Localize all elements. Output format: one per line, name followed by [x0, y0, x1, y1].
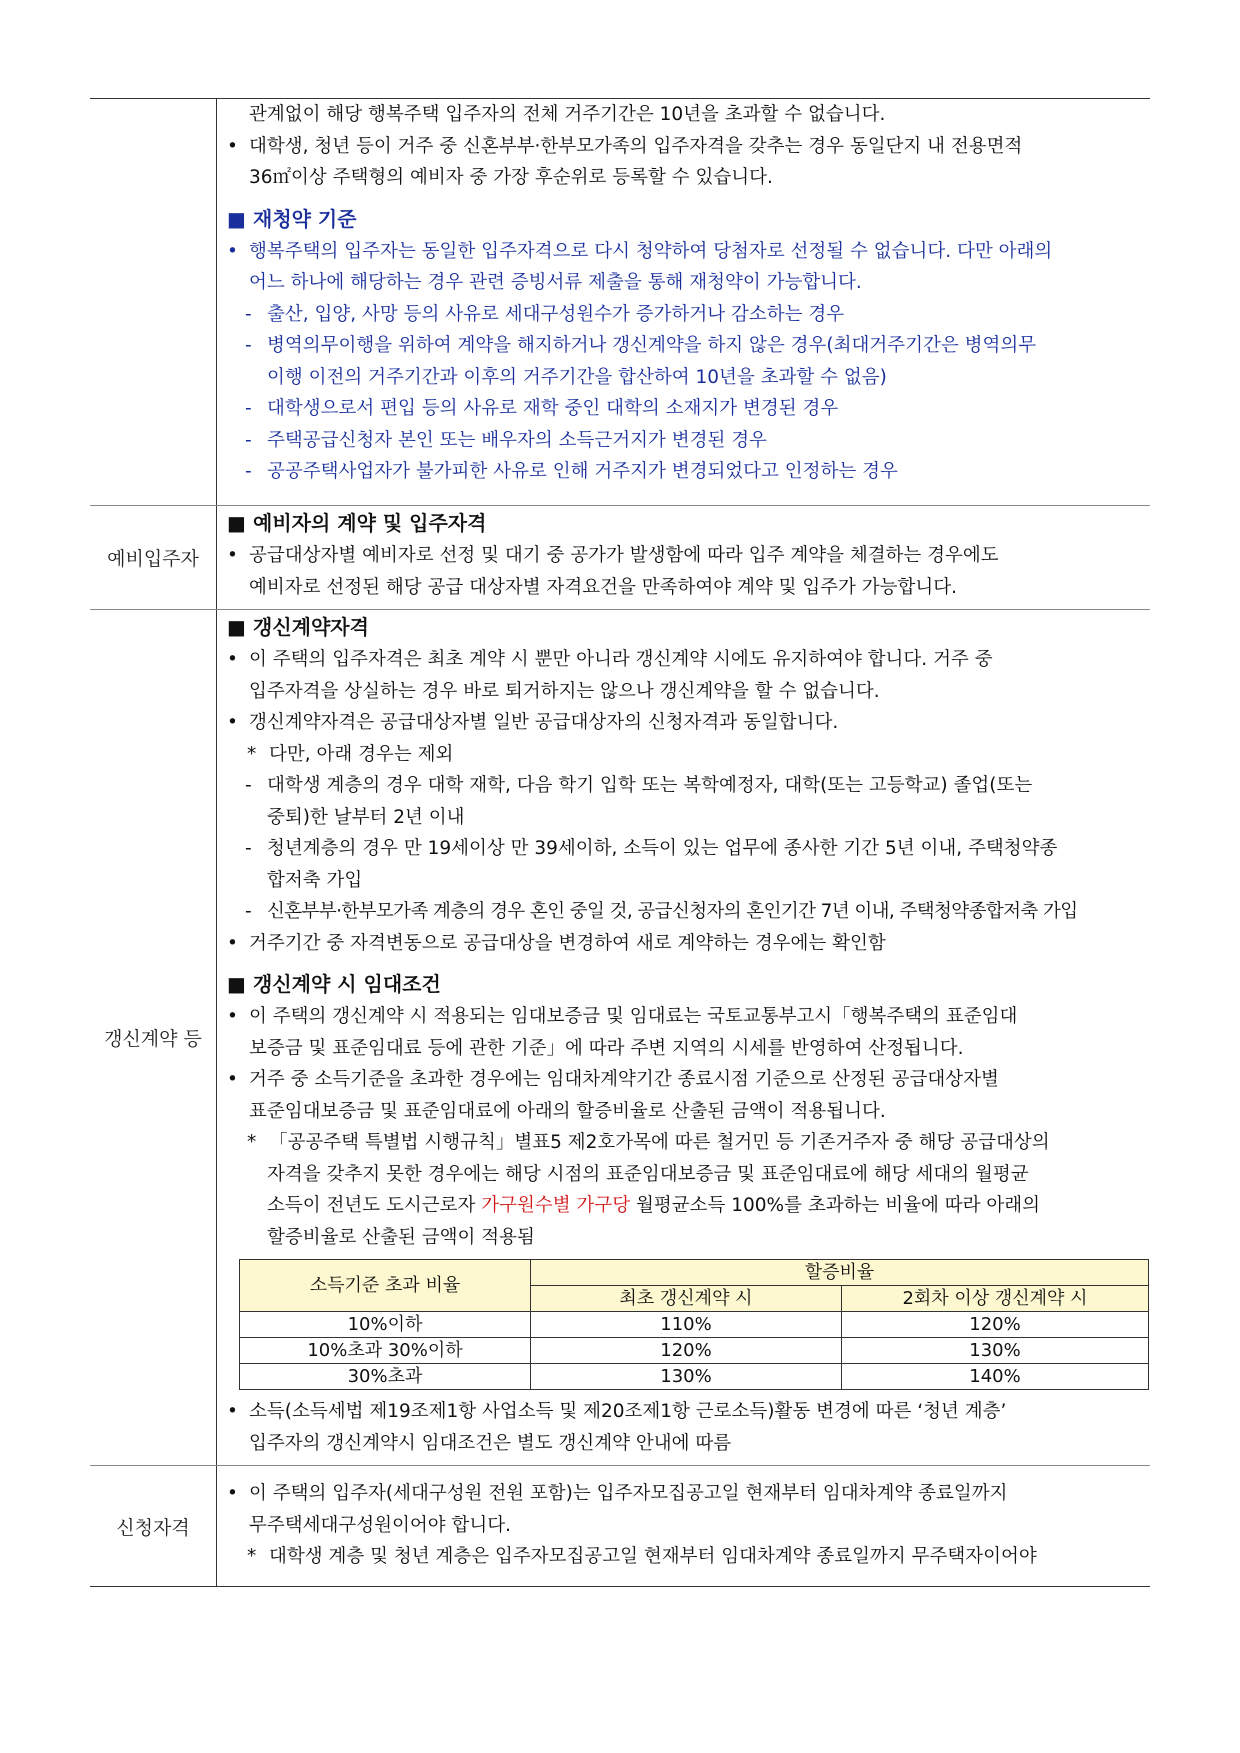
note-item: * 다만, 아래 경우는 제외	[227, 739, 1149, 771]
bullet-item: • 행복주택의 입주자는 동일한 입주자격으로 다시 청약하여 당첨자로 선정될 수 없습니다. 다만 아래의	[227, 236, 1144, 268]
table-row	[240, 1312, 1149, 1338]
bullet-item: • 갱신계약자격은 공급대상자별 일반 공급대상자의 신청자격과 동일합니다.	[227, 707, 1149, 739]
note-item: * 대학생 계층 및 청년 계층은 입주자모집공고일 현재부터 임대차계약 종료일까지 무주택자이어야	[227, 1541, 1144, 1573]
col-first-header: 최초 갱신계약 시	[531, 1286, 842, 1312]
bullet-item: • 소득(소득세법 제19조제1항 사업소득 및 제20조제1항 근로소득)활동 변경에 따른 ‘청년 계층’	[227, 1396, 1149, 1428]
cell-ratio: 10%이하	[240, 1312, 531, 1338]
text-segment: 소득이 전년도 도시근로자	[267, 1195, 476, 1216]
text-line: 예비자로 선정된 해당 공급 대상자별 자격요건을 만족하여야 계약 및 입주가 가능합니다.	[249, 576, 958, 598]
row-renewal	[90, 610, 1150, 1466]
text-line: 관계없이 해당 행복주택 입주자의 전체 거주기간은 10년을 초과할 수 없습니다.	[249, 104, 886, 125]
dash-item: - 신혼부부·한부모가족 계층의 경우 혼인 중일 것, 공급신청자의 혼인기간 7년 이내, 주택청약종합저축 가입	[227, 896, 1149, 928]
text-line: 어느 하나에 해당하는 경우 관련 증빙서류 제출을 통해 재청약이 가능합니다.	[249, 272, 862, 293]
bullet-item: • 거주기간 중 자격변동으로 공급대상을 변경하여 새로 계약하는 경우에는 확인함	[227, 928, 1149, 960]
document-table	[90, 98, 1150, 1587]
table-row	[240, 1364, 1149, 1390]
dash-item: - 대학생 계층의 경우 대학 재학, 다음 학기 입학 또는 복학예정자, 대학(또는 고등학교) 졸업(또는	[227, 770, 1149, 802]
col-second-header: 2회차 이상 갱신계약 시	[842, 1286, 1149, 1312]
bullet-item: • 이 주택의 입주자격은 최초 계약 시 뿐만 아니라 갱신계약 시에도 유지하여야 합니다. 거주 중	[227, 644, 1149, 676]
label-eligibility: 신청자격	[90, 1466, 217, 1586]
highlight-text: 가구원수별 가구당	[481, 1195, 631, 1216]
cell-second: 120%	[842, 1312, 1149, 1338]
col-ratio-header: 소득기준 초과 비율	[240, 1260, 531, 1312]
content-top	[217, 99, 1150, 505]
row-top	[90, 99, 1150, 506]
text-line: 이행 이전의 거주기간과 이후의 거주기간을 합산하여 10년을 초과할 수 없음)	[267, 366, 887, 388]
text-line-mixed	[227, 1190, 1149, 1222]
content-reserve	[217, 506, 1150, 609]
cell-first: 110%	[531, 1312, 842, 1338]
cell-second: 140%	[842, 1364, 1149, 1390]
surcharge-table	[239, 1259, 1149, 1390]
cell-ratio: 30%초과	[240, 1364, 531, 1390]
content-renewal	[217, 610, 1155, 1465]
text-segment: 월평균소득 100%를 초과하는 비율에 따라 아래의	[635, 1195, 1040, 1216]
dash-item: - 대학생으로서 편입 등의 사유로 재학 중인 대학의 소재지가 변경된 경우	[227, 393, 1144, 425]
bullet-item: • 이 주택의 갱신계약 시 적용되는 임대보증금 및 임대료는 국토교통부고시「행복주택의 표준임대	[227, 1001, 1149, 1033]
row-eligibility	[90, 1466, 1150, 1586]
text-line: 입주자격을 상실하는 경우 바로 퇴거하지는 않으나 갱신계약을 할 수 없습니다.	[249, 680, 880, 702]
dash-item: - 주택공급신청자 본인 또는 배우자의 소득근거지가 변경된 경우	[227, 425, 1144, 457]
bullet-item: • 거주 중 소득기준을 초과한 경우에는 임대차계약기간 종료시점 기준으로 산정된 공급대상자별	[227, 1064, 1149, 1096]
text-line: 할증비율로 산출된 금액이 적용됨	[267, 1226, 535, 1248]
dash-item: - 청년계층의 경우 만 19세이상 만 39세이하, 소득이 있는 업무에 종사한 기간 5년 이내, 주택청약종	[227, 833, 1149, 865]
col-group-header: 할증비율	[531, 1260, 1149, 1286]
reapply-heading: ■ 재청약 기준	[227, 202, 1144, 236]
text-line: 자격을 갖추지 못한 경우에는 해당 시점의 표준임대보증금 및 표준임대료에 해당 세대의 월평균	[267, 1163, 1029, 1185]
renewal-terms-heading: ■ 갱신계약 시 임대조건	[227, 967, 1149, 1001]
dash-item: - 병역의무이행을 위하여 계약을 해지하거나 갱신계약을 하지 않은 경우(최대거주기간은 병역의무	[227, 330, 1144, 362]
cell-second: 130%	[842, 1338, 1149, 1364]
text-line: 36㎡이상 주택형의 예비자 중 가장 후순위로 등록할 수 있습니다.	[249, 167, 773, 188]
bullet-item: • 이 주택의 입주자(세대구성원 전원 포함)는 입주자모집공고일 현재부터 임대차계약 종료일까지	[227, 1478, 1144, 1510]
label-reserve: 예비입주자	[90, 506, 217, 609]
cell-ratio: 10%초과 30%이하	[240, 1338, 531, 1364]
label-empty	[90, 99, 217, 505]
row-reserve	[90, 506, 1150, 610]
text-line: 합저축 가입	[267, 869, 363, 891]
cell-first: 120%	[531, 1338, 842, 1364]
bullet-item: • 대학생, 청년 등이 거주 중 신혼부부·한부모가족의 입주자격을 갖추는 경우 동일단지 내 전용면적	[227, 131, 1144, 163]
table-row	[240, 1338, 1149, 1364]
dash-item: - 출산, 입양, 사망 등의 사유로 세대구성원수가 증가하거나 감소하는 경우	[227, 299, 1144, 331]
content-eligibility	[217, 1466, 1150, 1586]
note-item: * 「공공주택 특별법 시행규칙」별표5 제2호가목에 따른 철거민 등 기존거주자 중 해당 공급대상의	[227, 1127, 1149, 1159]
label-renewal: 갱신계약 등	[90, 610, 217, 1465]
text-line: 보증금 및 표준임대료 등에 관한 기준」에 따라 주변 지역의 시세를 반영하여 산정됩니다.	[249, 1037, 964, 1059]
renewal-heading: ■ 갱신계약자격	[227, 610, 1149, 644]
cell-first: 130%	[531, 1364, 842, 1390]
text-line: 중퇴)한 날부터 2년 이내	[267, 806, 465, 828]
text-line: 입주자의 갱신계약시 임대조건은 별도 갱신계약 안내에 따름	[249, 1432, 732, 1454]
text-line: 표준임대보증금 및 표준임대료에 아래의 할증비율로 산출된 금액이 적용됩니다.	[249, 1100, 886, 1122]
dash-item: - 공공주택사업자가 불가피한 사유로 인해 거주지가 변경되었다고 인정하는 경우	[227, 456, 1144, 488]
bullet-item: • 공급대상자별 예비자로 선정 및 대기 중 공가가 발생함에 따라 입주 계약을 체결하는 경우에도	[227, 540, 1144, 572]
text-line: 무주택세대구성원이어야 합니다.	[249, 1514, 511, 1536]
reserve-heading: ■ 예비자의 계약 및 입주자격	[227, 506, 1144, 540]
